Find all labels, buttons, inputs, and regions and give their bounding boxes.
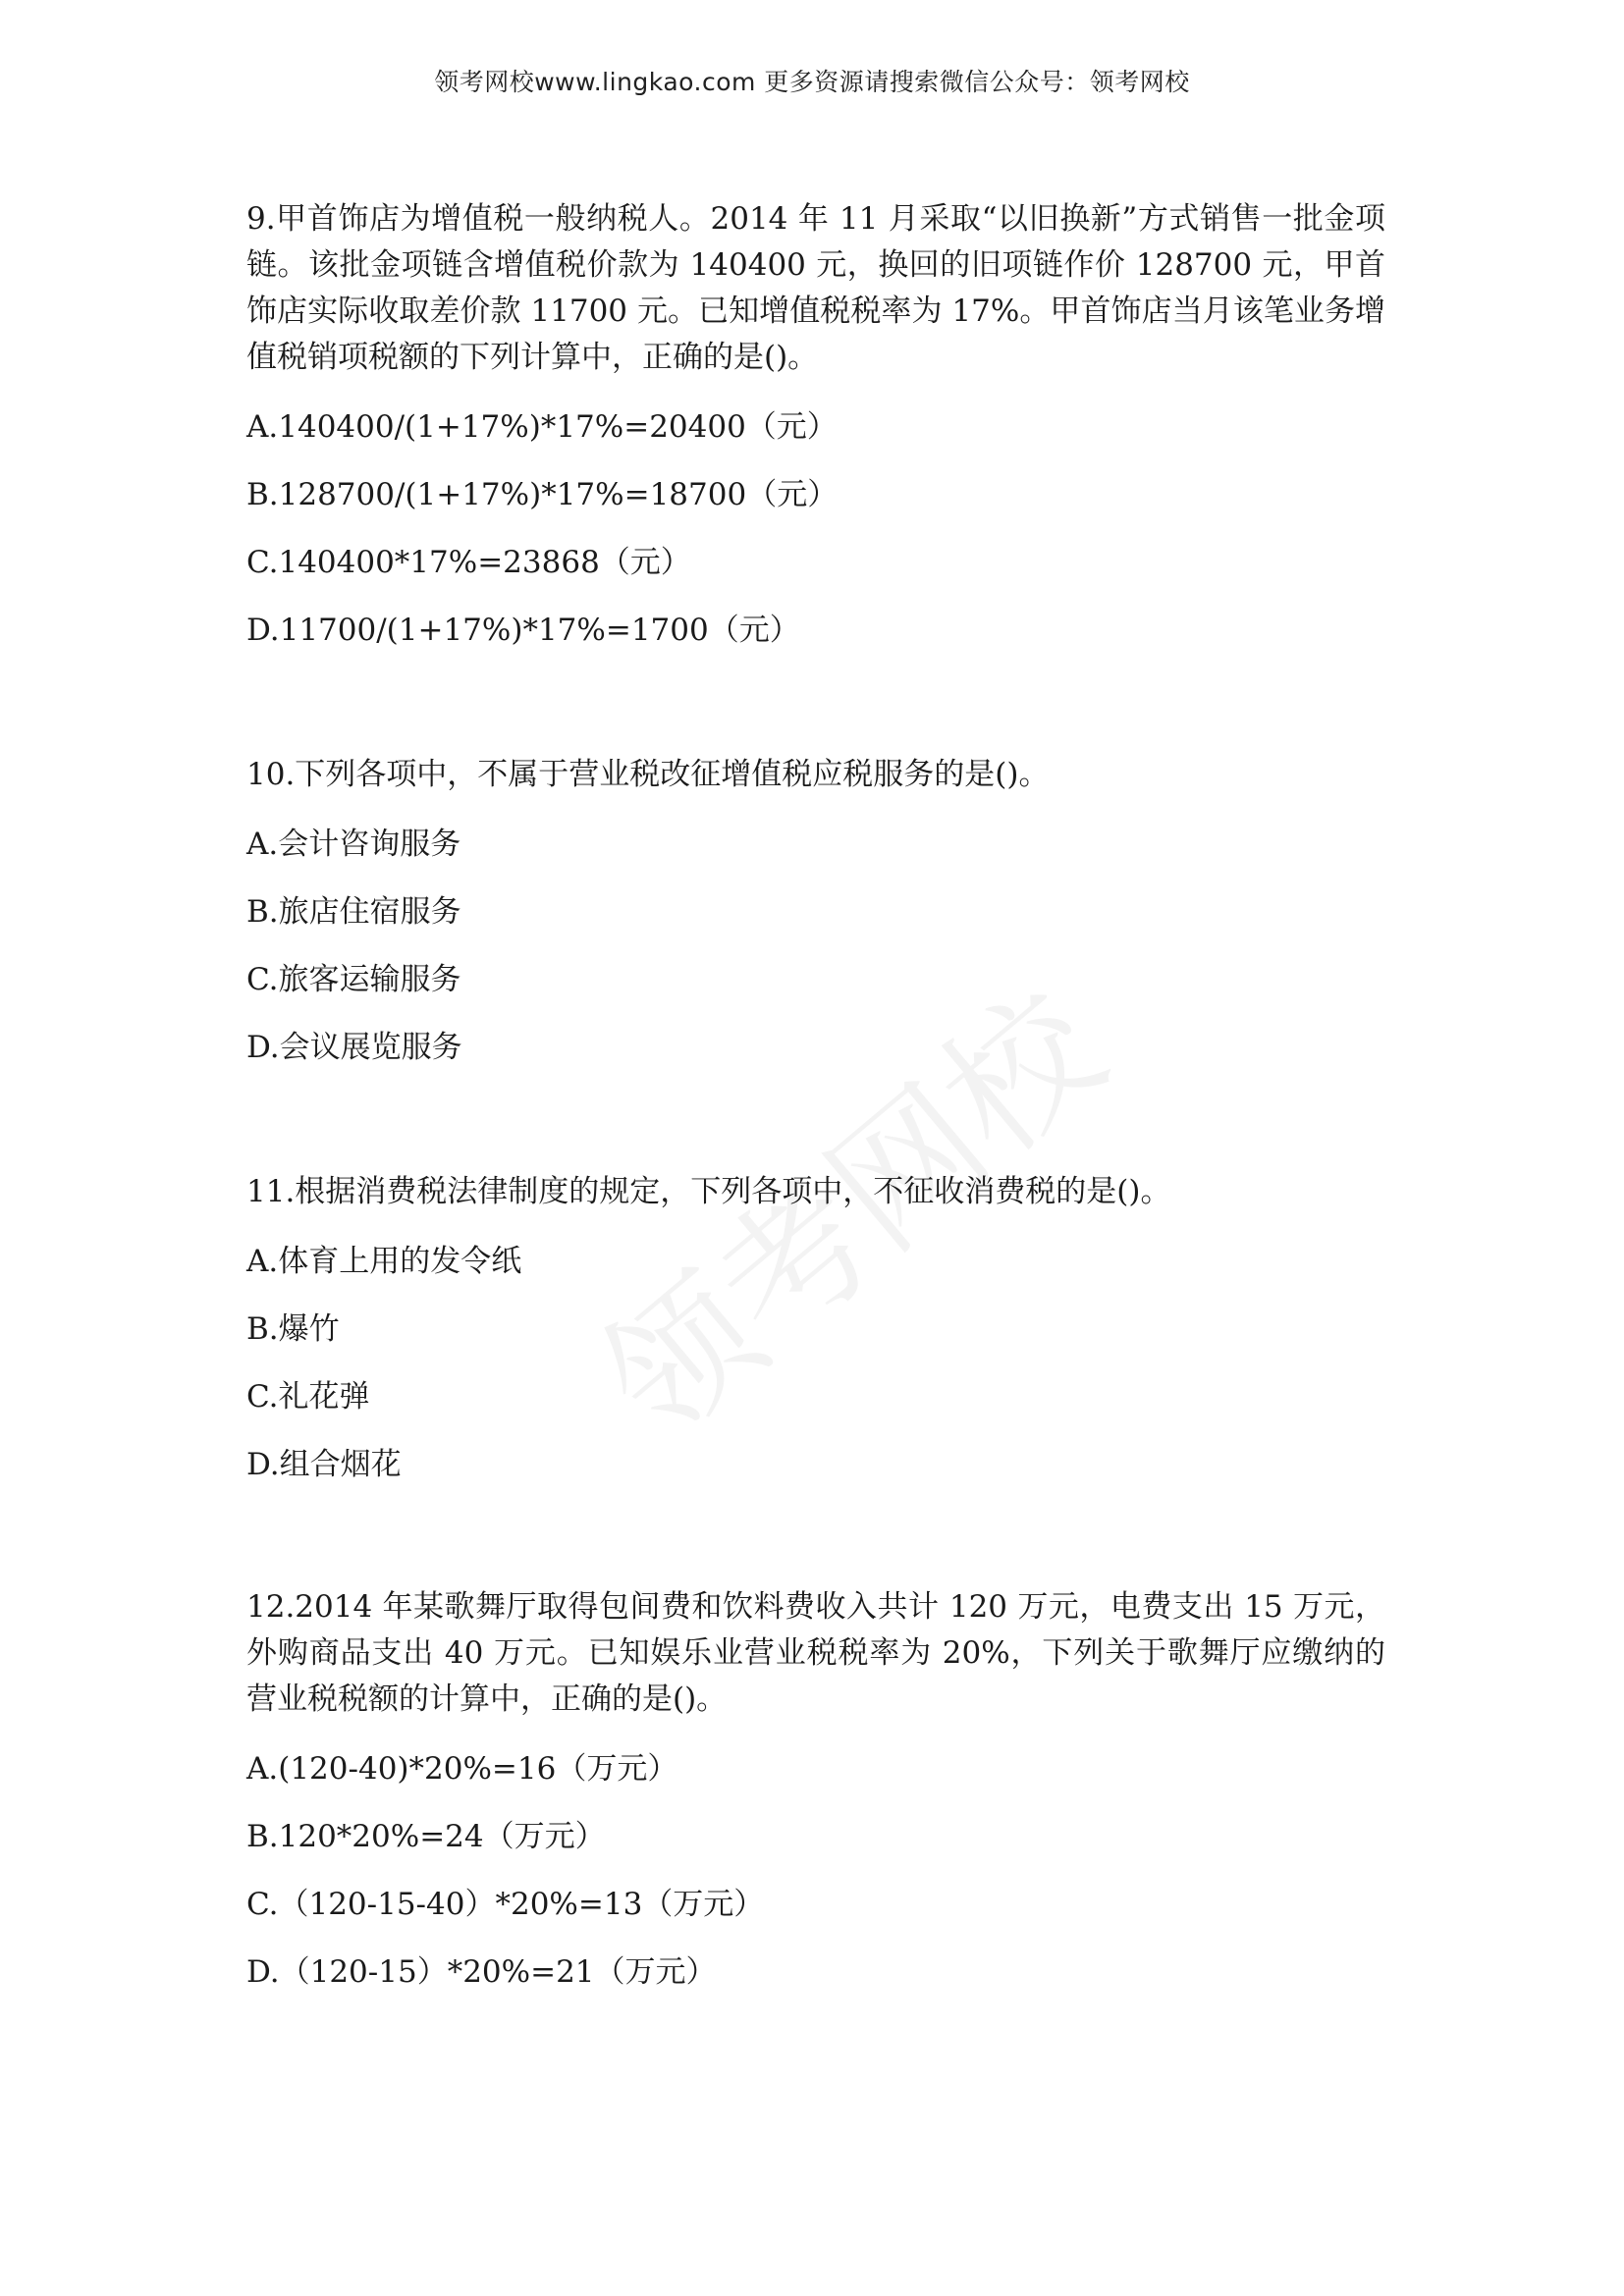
option-b: B.128700/(1+17%)*17%=18700（元） [246, 477, 839, 512]
option-a: A.会计咨询服务 [246, 827, 461, 862]
option-c: C.140400*17%=23868（元） [246, 545, 691, 580]
option-c: C.礼花弹 [246, 1379, 370, 1415]
option-d: D.组合烟花 [246, 1447, 402, 1482]
option-c: C.旅客运输服务 [246, 962, 461, 997]
option-d: D.11700/(1+17%)*17%=1700（元） [246, 613, 800, 648]
question-stem: 12.2014 年某歌舞厅取得包间费和饮料费收入共计 120 万元，电费支出 15 万元，外购商品支出 40 万元。已知娱乐业营业税税率为 20%，下列关于歌舞厅应缴纳的营业税税额的计算中，正确的是()。 [246, 1589, 1385, 1717]
question-9 [246, 196, 1385, 675]
option-c: C.（120-15-40）*20%=13（万元） [246, 1887, 765, 1922]
question-stem: 10.下列各项中，不属于营业税改征增值税应税服务的是()。 [246, 757, 1050, 792]
option-a: A.体育上用的发令纸 [246, 1244, 522, 1279]
option-d: D.会议展览服务 [246, 1030, 462, 1065]
question-10 [246, 752, 1385, 1093]
question-11 [246, 1169, 1385, 1510]
option-d: D.（120-15）*20%=21（万元） [246, 1954, 717, 1990]
option-b: B.旅店住宿服务 [246, 894, 461, 930]
option-a: A.140400/(1+17%)*17%=20400（元） [246, 409, 838, 445]
page-header: 领考网校www.lingkao.com 更多资源请搜索微信公众号：领考网校 [434, 68, 1190, 96]
question-list [246, 196, 1385, 2078]
option-a: A.(120-40)*20%=16（万元） [246, 1751, 678, 1787]
option-b: B.120*20%=24（万元） [246, 1819, 606, 1854]
option-b: B.爆竹 [246, 1311, 340, 1347]
question-stem: 9.甲首饰店为增值税一般纳税人。2014 年 11 月采取“以旧换新”方式销售一批金项链。该批金项链含增值税价款为 140400 元，换回的旧项链作价 128700 元，甲首饰店实际收取差价款 11700 元。已知增值税税率为 17%。甲首饰店当月该笔业务增值税销项税额的下列计算中，正确的是()。 [246, 201, 1385, 375]
question-stem: 11.根据消费税法律制度的规定，下列各项中，不征收消费税的是()。 [246, 1174, 1171, 1209]
question-12 [246, 1584, 1385, 2017]
